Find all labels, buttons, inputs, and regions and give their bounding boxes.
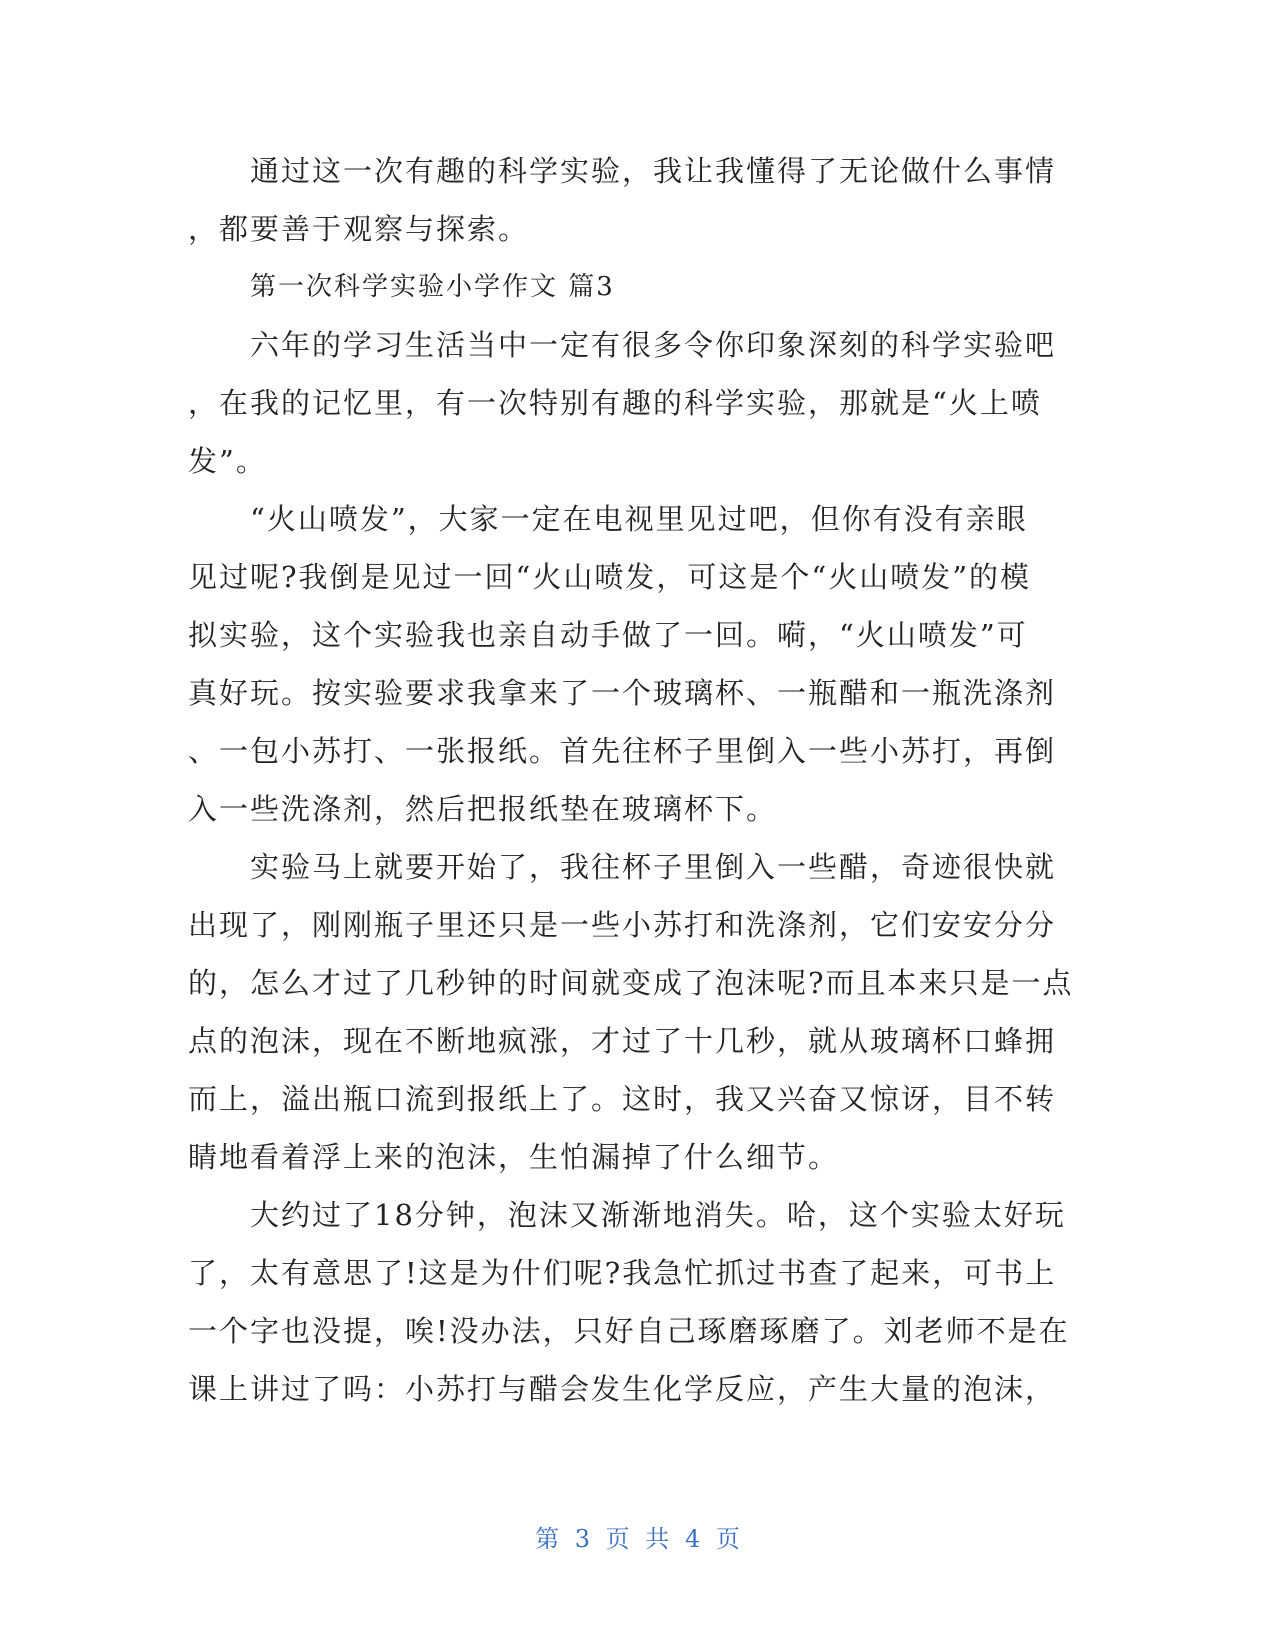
text-line: 、一包小苏打、一张报纸。首先往杯子里倒入一些小苏打，再倒 — [188, 734, 1057, 768]
heading-text: 第一次科学实验小学作文 篇3 — [250, 272, 615, 302]
paragraph-conclusion — [188, 142, 1078, 258]
text-line: 一个字也没提，唉!没办法，只好自己琢磨琢磨了。刘老师不是在 — [188, 1314, 1070, 1348]
text-line: ，都要善于观察与探索。 — [188, 212, 530, 246]
text-line: 课上讲过了吗：小苏打与醋会发生化学反应，产生大量的泡沫， — [188, 1372, 1057, 1406]
section-heading — [188, 258, 1078, 316]
text-line: 通过这一次有趣的科学实验，我让我懂得了无论做什么事情 — [250, 154, 1057, 188]
page-number-footer: 第 3 页 共 4 页 — [535, 1525, 740, 1553]
text-line: 见过呢?我倒是见过一回“火山喷发，可这是个“火山喷发”的模 — [188, 560, 1032, 594]
paragraph-setup — [188, 490, 1078, 838]
text-line: 实验马上就要开始了，我往杯子里倒入一些醋，奇迹很快就 — [250, 850, 1057, 884]
text-line: 了，太有意思了!这是为什们呢?我急忙抓过书查了起来，可书上 — [188, 1256, 1057, 1290]
text-line: 真好玩。按实验要求我拿来了一个玻璃杯、一瓶醋和一瓶洗涤剂 — [188, 676, 1057, 710]
text-line: 大约过了18分钟，泡沫又渐渐地消失。哈，这个实验太好玩 — [250, 1198, 1066, 1232]
text-line: 入一些洗涤剂，然后把报纸垫在玻璃杯下。 — [188, 792, 778, 826]
text-line: “火山喷发”，大家一定在电视里见过吧，但你有没有亲眼 — [250, 502, 1028, 536]
text-line: ，在我的记忆里，有一次特别有趣的科学实验，那就是“火上喷 — [188, 386, 1042, 420]
text-line: 的，怎么才过了几秒钟的时间就变成了泡沫呢?而且本来只是一点 — [188, 966, 1074, 1000]
text-line: 睛地看着浮上来的泡沫，生怕漏掉了什么细节。 — [188, 1140, 840, 1174]
text-line: 出现了，刚刚瓶子里还只是一些小苏打和洗涤剂，它们安安分分 — [188, 908, 1057, 942]
paragraph-experiment — [188, 838, 1078, 1186]
text-line: 拟实验，这个实验我也亲自动手做了一回。嗬，“火山喷发”可 — [188, 618, 1028, 652]
text-line: 发”。 — [188, 444, 267, 478]
paragraph-explanation — [188, 1186, 1078, 1418]
text-line: 点的泡沫，现在不断地疯涨，才过了十几秒，就从玻璃杯口蜂拥 — [188, 1024, 1057, 1058]
text-line: 六年的学习生活当中一定有很多令你印象深刻的科学实验吧 — [250, 328, 1057, 362]
text-line: 而上，溢出瓶口流到报纸上了。这时，我又兴奋又惊讶，目不转 — [188, 1082, 1057, 1116]
document-body — [188, 142, 1078, 1418]
paragraph-intro — [188, 316, 1078, 490]
